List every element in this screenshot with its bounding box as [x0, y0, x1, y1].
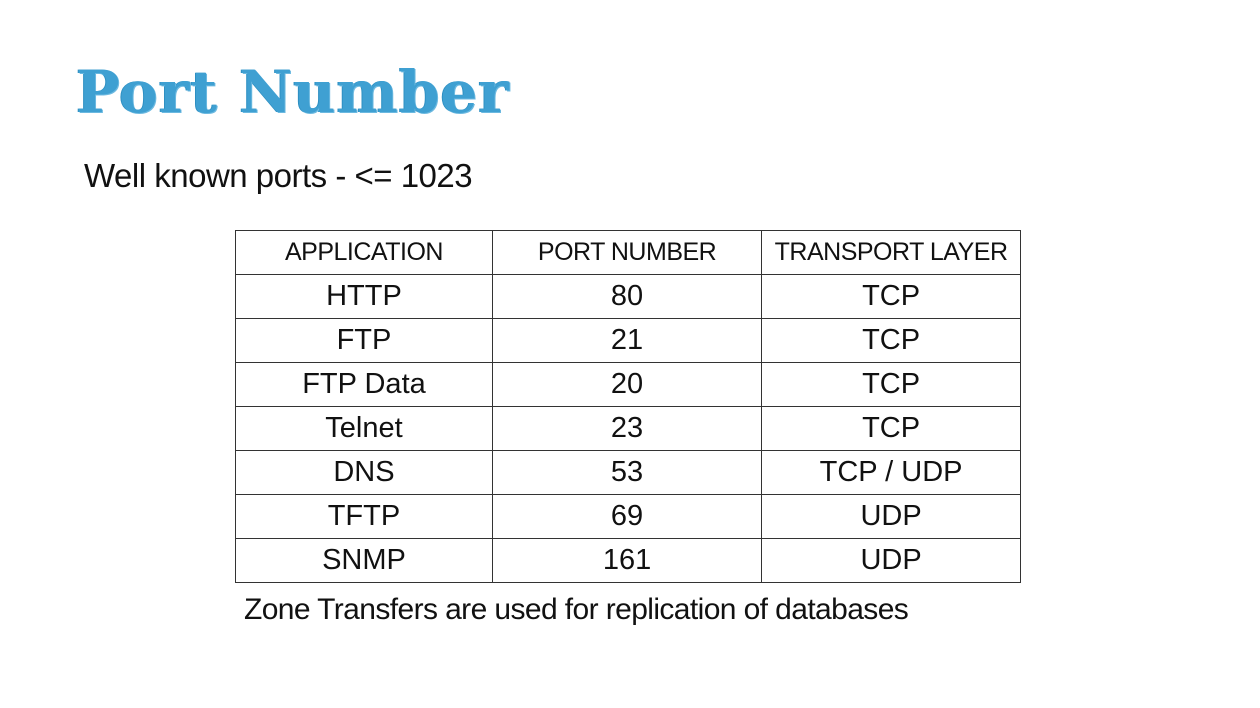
cell-application: SNMP — [236, 539, 493, 583]
cell-port: 21 — [492, 319, 761, 363]
table-row — [236, 275, 1021, 319]
footnote: Zone Transfers are used for replication of databases — [244, 593, 909, 626]
page-title: Port Number — [76, 58, 510, 126]
cell-application: FTP — [236, 319, 493, 363]
table-row — [236, 451, 1021, 495]
table-header-row — [236, 231, 1021, 275]
cell-application: TFTP — [236, 495, 493, 539]
cell-transport: TCP — [762, 319, 1021, 363]
table-row — [236, 539, 1021, 583]
cell-application: FTP Data — [236, 363, 493, 407]
cell-port: 80 — [492, 275, 761, 319]
cell-port: 69 — [492, 495, 761, 539]
table-row — [236, 363, 1021, 407]
cell-transport: TCP — [762, 363, 1021, 407]
cell-transport: UDP — [762, 495, 1021, 539]
cell-transport: TCP — [762, 275, 1021, 319]
cell-transport: TCP — [762, 407, 1021, 451]
table-row — [236, 319, 1021, 363]
cell-port: 161 — [492, 539, 761, 583]
table-row — [236, 407, 1021, 451]
cell-port: 53 — [492, 451, 761, 495]
cell-port: 23 — [492, 407, 761, 451]
header-transport-layer: TRANSPORT LAYER — [762, 231, 1021, 275]
header-application: APPLICATION — [236, 231, 493, 275]
port-table — [235, 230, 1021, 583]
cell-transport: UDP — [762, 539, 1021, 583]
header-port-number: PORT NUMBER — [492, 231, 761, 275]
cell-transport: TCP / UDP — [762, 451, 1021, 495]
cell-application: DNS — [236, 451, 493, 495]
table-row — [236, 495, 1021, 539]
cell-application: HTTP — [236, 275, 493, 319]
cell-port: 20 — [492, 363, 761, 407]
subtitle: Well known ports - <= 1023 — [84, 157, 473, 194]
cell-application: Telnet — [236, 407, 493, 451]
